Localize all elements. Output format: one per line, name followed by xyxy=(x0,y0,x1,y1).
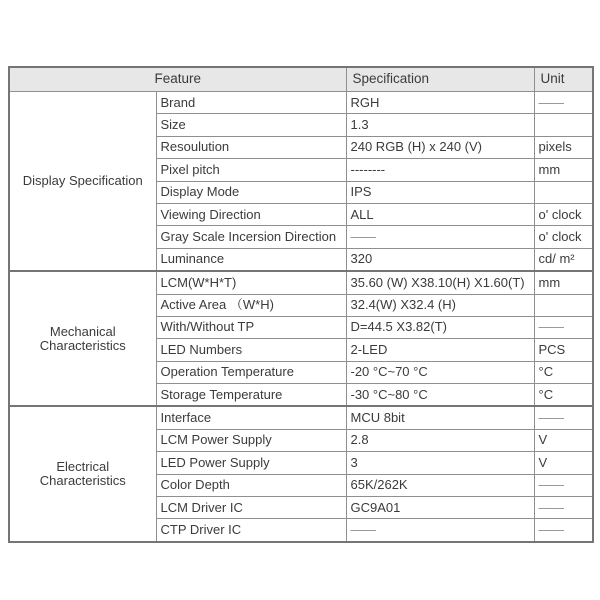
unit-cell: —— xyxy=(534,497,593,519)
feature-cell: LCM(W*H*T) xyxy=(156,271,346,294)
feature-cell: Color Depth xyxy=(156,474,346,496)
feature-cell: With/Without TP xyxy=(156,316,346,338)
table-row xyxy=(9,271,593,294)
spec-cell: D=44.5 X3.82(T) xyxy=(346,316,534,338)
unit-cell: mm xyxy=(534,271,593,294)
unit-cell: V xyxy=(534,429,593,451)
unit-cell: °C xyxy=(534,384,593,407)
feature-cell: LED Power Supply xyxy=(156,452,346,474)
spec-cell: MCU 8bit xyxy=(346,406,534,429)
feature-cell: CTP Driver IC xyxy=(156,519,346,542)
feature-cell: Brand xyxy=(156,92,346,114)
feature-cell: Gray Scale Incersion Direction xyxy=(156,226,346,248)
header-row xyxy=(9,67,593,92)
feature-cell: Pixel pitch xyxy=(156,159,346,181)
unit-cell: cd/ m² xyxy=(534,248,593,271)
unit-cell: °C xyxy=(534,361,593,383)
unit-cell: mm xyxy=(534,159,593,181)
spec-cell: RGH xyxy=(346,92,534,114)
feature-cell: Display Mode xyxy=(156,181,346,203)
section-group-label: Mechanical Characteristics xyxy=(9,271,156,406)
spec-cell: 35.60 (W) X38.10(H) X1.60(T) xyxy=(346,271,534,294)
unit-cell: o' clock xyxy=(534,226,593,248)
unit-cell: —— xyxy=(534,92,593,114)
column-header-specification: Specification xyxy=(346,67,534,92)
spec-cell: 65K/262K xyxy=(346,474,534,496)
spec-table xyxy=(8,66,594,543)
spec-cell: 240 RGB (H) x 240 (V) xyxy=(346,136,534,158)
spec-cell: 2.8 xyxy=(346,429,534,451)
table-row xyxy=(9,92,593,114)
feature-cell: Size xyxy=(156,114,346,136)
section-group-label: Display Specification xyxy=(9,92,156,272)
spec-cell: —— xyxy=(346,519,534,542)
unit-cell xyxy=(534,114,593,136)
feature-cell: Luminance xyxy=(156,248,346,271)
feature-cell: Active Area （W*H) xyxy=(156,294,346,316)
spec-cell: -------- xyxy=(346,159,534,181)
column-header-unit: Unit xyxy=(534,67,593,92)
table-row xyxy=(9,406,593,429)
feature-cell: Operation Temperature xyxy=(156,361,346,383)
spec-cell: 1.3 xyxy=(346,114,534,136)
unit-cell: —— xyxy=(534,519,593,542)
feature-cell: LED Numbers xyxy=(156,339,346,361)
unit-cell: o' clock xyxy=(534,203,593,225)
spec-cell: 320 xyxy=(346,248,534,271)
feature-cell: LCM Driver IC xyxy=(156,497,346,519)
unit-cell: V xyxy=(534,452,593,474)
spec-cell: ALL xyxy=(346,203,534,225)
spec-cell: -20 °C~70 °C xyxy=(346,361,534,383)
section-group-label: Electrical Characteristics xyxy=(9,406,156,541)
spec-cell: 2-LED xyxy=(346,339,534,361)
spec-cell: IPS xyxy=(346,181,534,203)
spec-cell: —— xyxy=(346,226,534,248)
column-header-feature: Feature xyxy=(9,67,346,92)
unit-cell: —— xyxy=(534,474,593,496)
unit-cell xyxy=(534,181,593,203)
spec-cell: 32.4(W) X32.4 (H) xyxy=(346,294,534,316)
feature-cell: LCM Power Supply xyxy=(156,429,346,451)
spec-cell: -30 °C~80 °C xyxy=(346,384,534,407)
unit-cell: pixels xyxy=(534,136,593,158)
unit-cell xyxy=(534,294,593,316)
spec-cell: GC9A01 xyxy=(346,497,534,519)
feature-cell: Viewing Direction xyxy=(156,203,346,225)
feature-cell: Storage Temperature xyxy=(156,384,346,407)
spec-cell: 3 xyxy=(346,452,534,474)
feature-cell: Resoulution xyxy=(156,136,346,158)
unit-cell: —— xyxy=(534,316,593,338)
unit-cell: PCS xyxy=(534,339,593,361)
unit-cell: —— xyxy=(534,406,593,429)
feature-cell: Interface xyxy=(156,406,346,429)
